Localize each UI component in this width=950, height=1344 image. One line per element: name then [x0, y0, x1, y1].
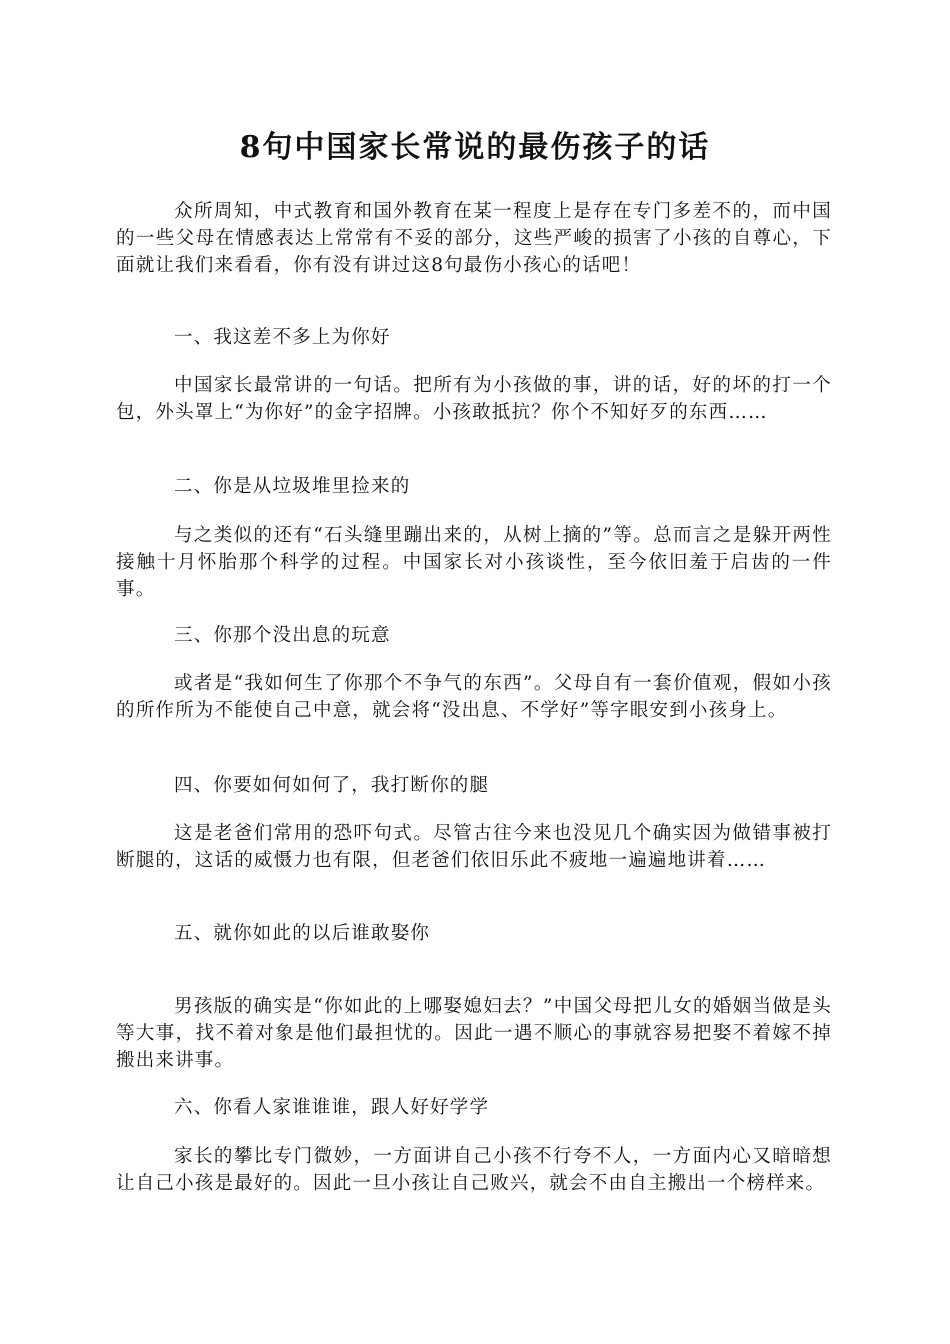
section-body-2: 与之类似的还有“石头缝里蹦出来的，从树上摘的”等。总而言之是躲开两性接触十月怀胎那个科学的过程。中国家长对小孩谈性，至今依旧羞于启齿的一件事。 — [116, 525, 832, 600]
section-body-4: 这是老爸们常用的恐吓句式。尽管古往今来也没见几个确实因为做错事被打断腿的，这话的威慑力也有限，但老爸们依旧乐此不疲地一遍遍地讲着…… — [116, 823, 832, 871]
intro-paragraph: 众所周知，中式教育和国外教育在某一程度上是存在专门多差不的，而中国的一些父母在情感表达上常常有不妥的部分，这些严峻的损害了小孩的自尊心，下面就让我们来看看，你有没有讲过这8句最伤小孩心的话吧！ — [116, 201, 832, 276]
section-heading-3: 三、你那个没出息的玩意 — [174, 625, 391, 646]
section-heading-2: 二、你是从垃圾堆里捡来的 — [174, 476, 411, 497]
document-title: 8句中国家长常说的最伤孩子的话 — [239, 130, 711, 165]
section-body-3: 或者是“我如何生了你那个不争气的东西”。父母自有一套价值观，假如小孩的所作所为不能使自己中意，就会将“没出息、不学好”等字眼安到小孩身上。 — [116, 673, 832, 721]
section-heading-5: 五、就你如此的以后谁敢娶你 — [174, 923, 431, 944]
section-body-1: 中国家长最常讲的一句话。把所有为小孩做的事，讲的话，好的坏的打一个包，外头罩上“为你好”的金字招牌。小孩敢抵抗？你个不知好歹的东西…… — [116, 375, 832, 423]
section-heading-1: 一、我这差不多上为你好 — [174, 327, 391, 348]
section-heading-6: 六、你看人家谁谁谁，跟人好好学学 — [174, 1097, 490, 1118]
section-body-5: 男孩版的确实是“你如此的上哪娶媳妇去？”中国父母把儿女的婚姻当做是头等大事，找不着对象是他们最担忧的。因此一遇不顺心的事就容易把娶不着嫁不掉搬出来讲事。 — [116, 996, 832, 1071]
section-body-6: 家长的攀比专门微妙，一方面讲自己小孩不行夸不人，一方面内心又暗暗想让自己小孩是最好的。因此一旦小孩让自己败兴，就会不由自主搬出一个榜样来。 — [116, 1146, 832, 1194]
section-heading-4: 四、你要如何如何了，我打断你的腿 — [174, 775, 490, 796]
